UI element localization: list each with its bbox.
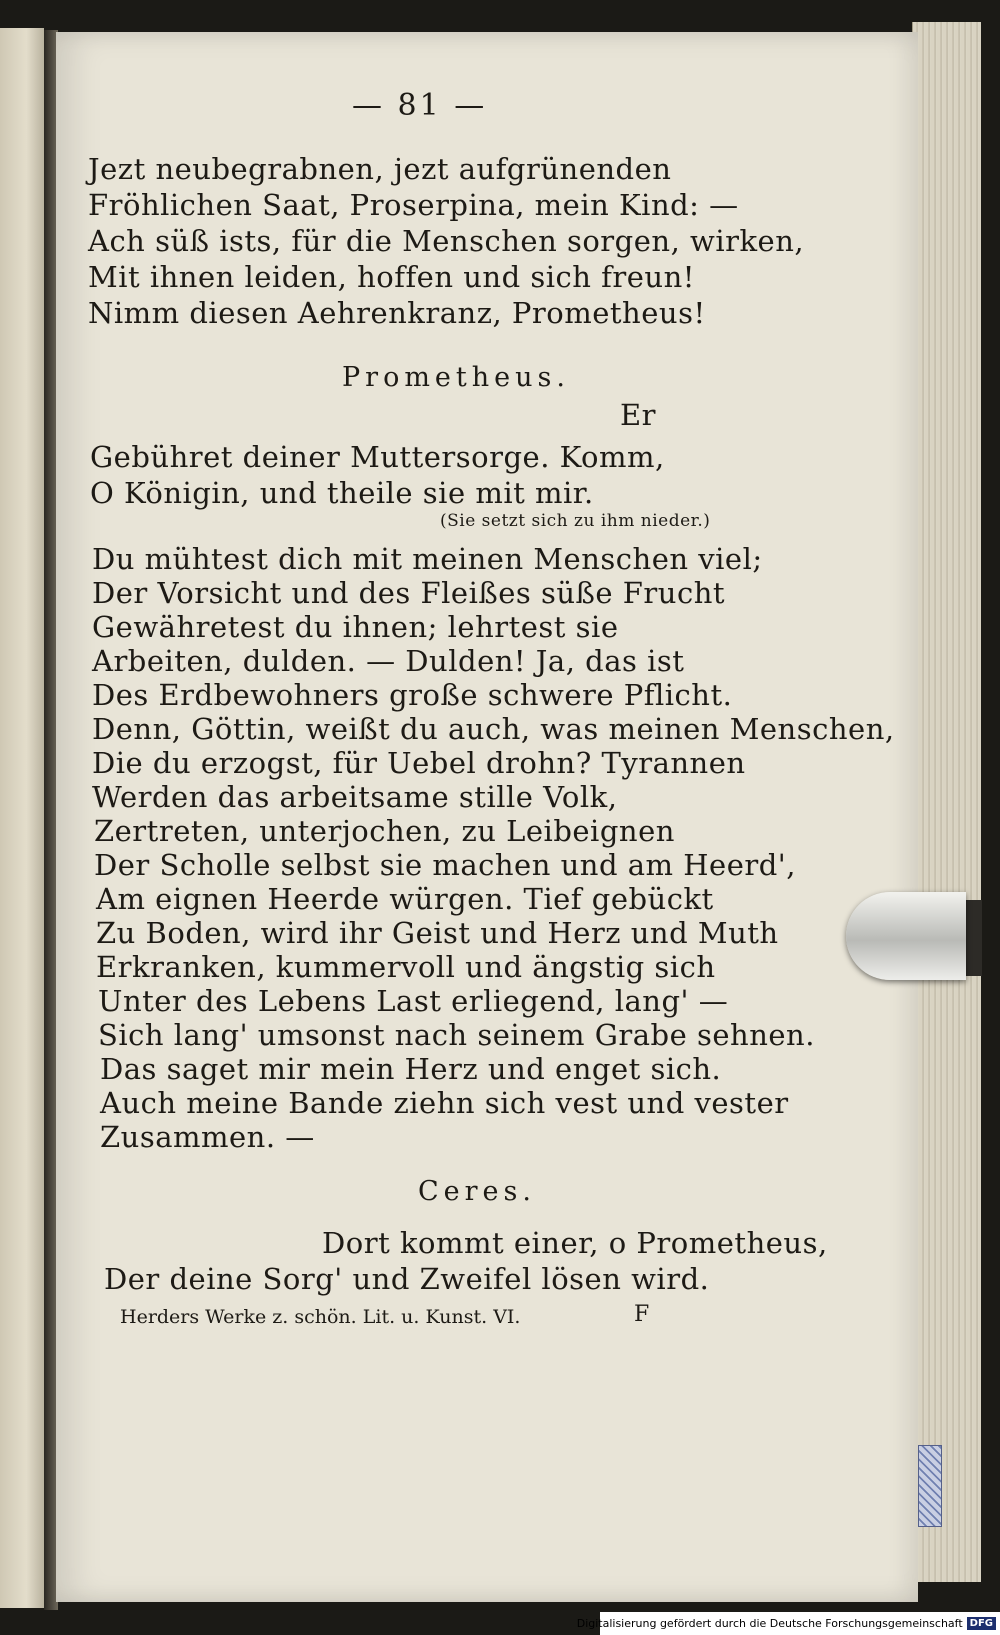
signature-mark: F <box>634 1302 650 1327</box>
verse-line: Ach süß ists, für die Menschen sorgen, wirken, <box>88 224 805 258</box>
verse-line: Auch meine Bande ziehn sich vest und vester <box>100 1086 789 1120</box>
verse-line: Des Erdbewohners große schwere Pflicht. <box>92 678 733 712</box>
verse-line: Gewähretest du ihnen; lehrtest sie <box>92 610 619 644</box>
speaker-name: Prometheus. <box>342 362 570 393</box>
verse-line: Du mühtest dich mit meinen Menschen viel; <box>92 542 763 576</box>
verse-line: Fröhlichen Saat, Proserpina, mein Kind: — <box>88 188 739 222</box>
signature-line: Herders Werke z. schön. Lit. u. Kunst. VI. <box>120 1306 521 1328</box>
page-number: — 81 — <box>352 88 488 123</box>
verse-line: Zusammen. — <box>100 1120 315 1154</box>
library-stamp-icon <box>918 1445 942 1527</box>
stage-direction: (Sie setzt sich zu ihm nieder.) <box>440 511 711 531</box>
speaker-name: Ceres. <box>418 1176 536 1207</box>
page-stack-edge <box>912 22 981 1582</box>
verse-line: Der Vorsicht und des Fleißes süße Frucht <box>92 576 726 610</box>
verse-line: Jezt neubegrabnen, jezt aufgrünenden <box>88 152 672 186</box>
verse-line: Zu Boden, wird ihr Geist und Herz und Muth <box>96 916 779 950</box>
verse-line: Gebühret deiner Muttersorge. Komm, <box>90 440 665 474</box>
dfg-logo-icon: DFG <box>967 1617 996 1630</box>
digitization-credit-bar <box>576 1612 1000 1635</box>
verse-line: Er <box>620 398 657 432</box>
verse-line: Am eignen Heerde würgen. Tief gebückt <box>96 882 714 916</box>
page-clip <box>846 892 966 980</box>
digitization-credit: Digitalisierung gefördert durch die Deutsche Forschungsgemeinschaft <box>576 1617 963 1630</box>
verse-line: O Königin, und theile sie mit mir. <box>90 476 594 510</box>
left-page-edge <box>0 28 44 1608</box>
verse-line: Dort kommt einer, o Prometheus, <box>322 1226 828 1260</box>
verse-line: Arbeiten, dulden. — Dulden! Ja, das ist <box>92 644 685 678</box>
verse-line: Das saget mir mein Herz und enget sich. <box>100 1052 722 1086</box>
verse-line: Erkranken, kummervoll und ängstig sich <box>96 950 716 984</box>
verse-line: Sich lang' umsonst nach seinem Grabe sehnen. <box>98 1018 815 1052</box>
verse-line: Zertreten, unterjochen, zu Leibeignen <box>94 814 675 848</box>
verse-line: Mit ihnen leiden, hoffen und sich freun! <box>88 260 695 294</box>
verse-line: Nimm diesen Aehrenkranz, Prometheus! <box>88 296 706 330</box>
verse-line: Der deine Sorg' und Zweifel lösen wird. <box>104 1262 710 1296</box>
verse-line: Unter des Lebens Last erliegend, lang' — <box>98 984 729 1018</box>
verse-line: Die du erzogst, für Uebel drohn? Tyrannen <box>92 746 746 780</box>
verse-line: Denn, Göttin, weißt du auch, was meinen Menschen, <box>92 712 895 746</box>
verse-line: Der Scholle selbst sie machen und am Heerd', <box>94 848 796 882</box>
verse-line: Werden das arbeitsame stille Volk, <box>92 780 618 814</box>
